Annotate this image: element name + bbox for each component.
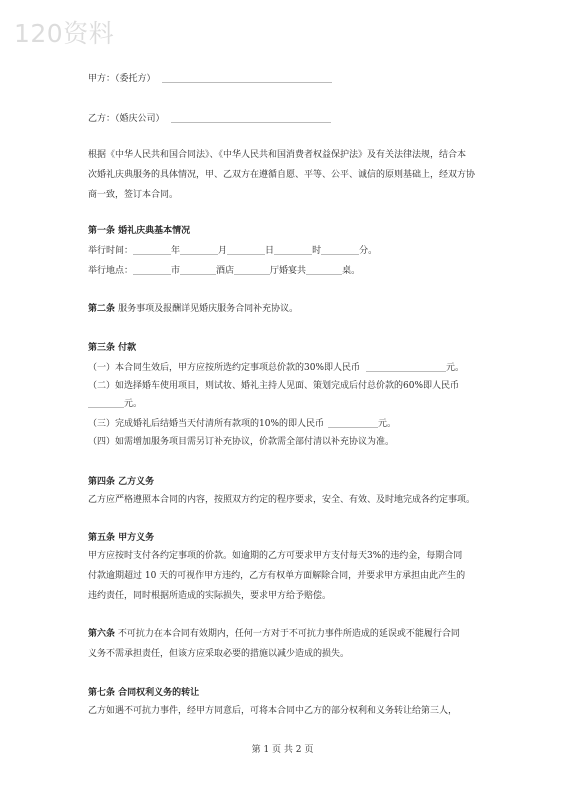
- ceremony-time-line: [88, 245, 377, 257]
- article-4-body: [88, 490, 486, 510]
- party-a-line: [88, 73, 332, 85]
- tables-unit: 桌。: [342, 266, 361, 276]
- article-number: 第三条: [88, 343, 116, 353]
- article-6-body: [88, 624, 486, 664]
- place-label: 举行地点：: [88, 266, 134, 276]
- article-3-heading: [88, 342, 136, 354]
- hour-blank: [274, 245, 312, 255]
- article-7-heading: [88, 687, 199, 699]
- article-6-line: 义务不需承担责任，但该方应采取必要的措施以减少造成的损失。: [88, 649, 350, 659]
- minute-unit: 分。: [359, 246, 378, 256]
- intro-paragraph: [88, 145, 486, 205]
- article-1-heading: [88, 225, 190, 237]
- party-b-line: [88, 113, 331, 125]
- ceremony-place-line: [88, 265, 360, 277]
- amount-blank: [88, 398, 124, 408]
- party-a-label: 甲方：（委托方）: [88, 74, 156, 84]
- article-number: 第六条: [88, 629, 116, 639]
- hour-unit: 时: [312, 246, 322, 256]
- article-4-heading: [88, 476, 154, 488]
- payment-item-2: [88, 380, 459, 392]
- article-5-line: 付款逾期超过 10 天的可视作甲方违约，乙方有权单方面解除合同，并要求甲方承担由此产生的: [88, 571, 466, 581]
- article-number: 第四条: [88, 477, 116, 487]
- payment-item-text: （一）本合同生效后，甲方应按所选约定事项总价款的30%即人民币: [88, 363, 361, 373]
- intro-line: 商一致，签订本合同。: [88, 190, 179, 200]
- article-5-line: 甲方应按时支付各约定事项的价款。如逾期的乙方可要求甲方支付每天3%的违约金，每期合同: [88, 551, 463, 561]
- payment-item-2-cont: [88, 398, 142, 410]
- intro-line: 次婚礼庆典服务的具体情况，甲、乙双方在遵循自愿、平等、公平、诚信的原则基础上，经双方协: [88, 170, 476, 180]
- article-number: 第一条: [88, 226, 116, 236]
- payment-unit: 元。: [124, 399, 143, 409]
- day-unit: 日: [265, 246, 275, 256]
- article-number: 第七条: [88, 688, 116, 698]
- amount-blank: [366, 362, 446, 372]
- minute-blank: [321, 245, 359, 255]
- payment-item-text: （二）如选择婚车使用项目，则试妆、婚礼主持人见面、策划完成后付总价款的60%即人民币: [88, 381, 460, 391]
- article-number: 第二条: [88, 304, 116, 314]
- hotel-unit: 酒店: [216, 266, 235, 276]
- article-4-line: 乙方应严格遵照本合同的内容，按照双方约定的程序要求，安全、有效、及时地完成各约定事项。: [88, 495, 476, 505]
- article-title: 乙方义务: [118, 477, 155, 487]
- article-title: 甲方义务: [118, 533, 155, 543]
- party-b-label: 乙方：（婚庆公司）: [88, 114, 165, 124]
- city-unit: 市: [171, 266, 181, 276]
- article-5-body: [88, 546, 486, 606]
- article-7-line: 乙方如遇不可抗力事件，经甲方同意后，可将本合同中乙方的部分权利和义务转让给第三人，: [88, 706, 458, 716]
- article-2-line: [88, 303, 298, 315]
- day-blank: [227, 245, 265, 255]
- article-number: 第五条: [88, 533, 116, 543]
- amount-blank: [328, 418, 378, 428]
- tables-blank: [306, 265, 342, 275]
- article-5-line: 违约责任，同时根据所造成的实际损失，要求甲方给予赔偿。: [88, 591, 332, 601]
- article-title: 婚礼庆典基本情况: [118, 226, 191, 236]
- payment-item-text: （三）完成婚礼后结婚当天付清所有款项的10%的即人民币: [88, 419, 325, 429]
- hotel-blank: [180, 265, 216, 275]
- year-blank: [133, 245, 171, 255]
- article-5-heading: [88, 532, 154, 544]
- watermark: 120资料: [14, 19, 115, 48]
- party-b-blank: [171, 113, 331, 123]
- payment-item-4: [88, 436, 394, 448]
- city-blank: [133, 265, 171, 275]
- payment-unit: 元。: [378, 419, 397, 429]
- article-7-body: [88, 701, 486, 721]
- payment-item-1: [88, 362, 464, 374]
- page-number: 第 1 页 共 2 页: [251, 745, 314, 755]
- payment-item-3: [88, 418, 396, 430]
- article-6-line: [88, 624, 486, 644]
- payment-unit: 元。: [446, 363, 465, 373]
- intro-line: 根据《中华人民共和国合同法》、《中华人民共和国消费者权益保护法》及有关法律法规，结合本: [88, 150, 467, 160]
- hall-unit: 厅婚宴共: [270, 266, 307, 276]
- month-unit: 月: [218, 246, 228, 256]
- article-2-text: 服务事项及报酬详见婚庆服务合同补充协议。: [118, 304, 299, 314]
- party-a-blank: [162, 73, 332, 83]
- month-blank: [180, 245, 218, 255]
- article-title: 合同权利义务的转让: [118, 688, 200, 698]
- year-unit: 年: [171, 246, 181, 256]
- article-title: 付款: [118, 343, 137, 353]
- time-label: 举行时间：: [88, 246, 134, 256]
- article-6-first: 不可抗力在本合同有效期内，任何一方对于不可抗力事件所造成的延误或不能履行合同: [117, 629, 460, 639]
- hall-blank: [234, 265, 270, 275]
- payment-item-text: （四）如需增加服务项目需另订补充协议，价款需全部付清以补充协议为准。: [88, 437, 395, 447]
